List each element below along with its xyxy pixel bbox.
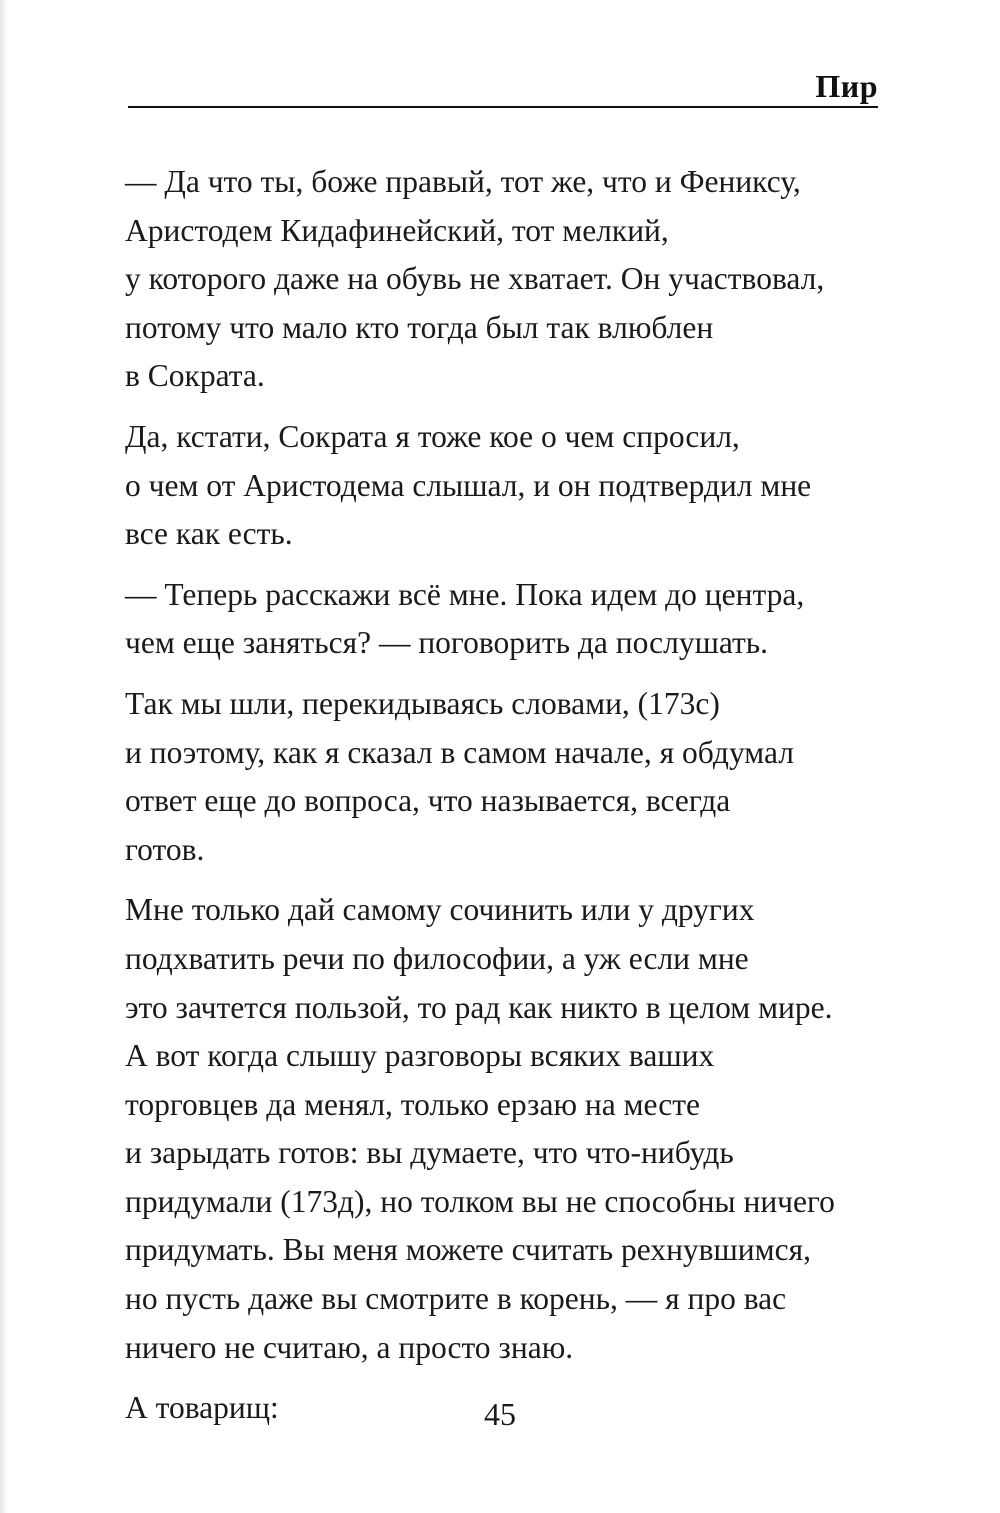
text-line: Так мы шли, перекидываясь словами, (173с) xyxy=(125,685,720,721)
text-line: Да, кстати, Сократа я тоже кое о чем спросил, xyxy=(125,418,740,454)
text-line: придумать. Вы меня можете считать рехнувшимся, xyxy=(125,1232,811,1268)
text-line: ответ еще до вопроса, что называется, всегда xyxy=(125,783,731,819)
text-line: потому что мало кто тогда был так влюблен xyxy=(125,309,714,345)
text-line: о чем от Аристодема слышал, и он подтвердил мне xyxy=(125,467,812,503)
text-line: в Сократа. xyxy=(125,358,265,394)
page-number: 45 xyxy=(484,1396,516,1432)
paragraph-3 xyxy=(125,571,915,668)
text-line: Мне только дай самому сочинить или у других xyxy=(125,892,755,928)
scan-shadow-edge xyxy=(0,0,8,1513)
text-line: А товарищ: xyxy=(125,1390,279,1426)
paragraph-5 xyxy=(125,886,915,1372)
text-line: придумали (173д), но толком вы не способны ничего xyxy=(125,1183,835,1219)
text-line: — Да что ты, боже правый, тот же, что и Фениксу, xyxy=(125,164,801,199)
text-line: А вот когда слышу разговоры всяких ваших xyxy=(125,1038,715,1074)
text-line: но пусть даже вы смотрите в корень, — я про вас xyxy=(125,1281,787,1317)
text-line: и зарыдать готов: вы думаете, что что-нибудь xyxy=(125,1135,734,1171)
paragraph-1 xyxy=(125,158,915,401)
text-line: готов. xyxy=(125,831,205,867)
text-line: все как есть. xyxy=(125,516,293,552)
running-header xyxy=(128,68,878,108)
text-line: чем еще заняться? — поговорить да послушать. xyxy=(125,625,768,661)
paragraph-4 xyxy=(125,680,915,874)
text-line: Аристодем Кидафинейский, тот мелкий, xyxy=(125,212,669,248)
text-line: подхватить речи по философии, а уж если мне xyxy=(125,940,749,976)
text-line: это зачтется пользой, то рад как никто в целом мире. xyxy=(125,989,833,1025)
text-line: и поэтому, как я сказал в самом начале, я обдумал xyxy=(125,734,794,770)
text-line: ничего не считаю, а просто знаю. xyxy=(125,1329,574,1365)
text-line: у которого даже на обувь не хватает. Он участвовал, xyxy=(125,261,825,297)
paragraph-2 xyxy=(125,413,915,559)
body-text xyxy=(125,158,915,1445)
text-line: — Теперь расскажи всё мне. Пока идем до центра, xyxy=(125,576,805,612)
running-head-title: Пир xyxy=(815,68,878,104)
text-line: торговцев да менял, только ерзаю на месте xyxy=(125,1086,700,1122)
